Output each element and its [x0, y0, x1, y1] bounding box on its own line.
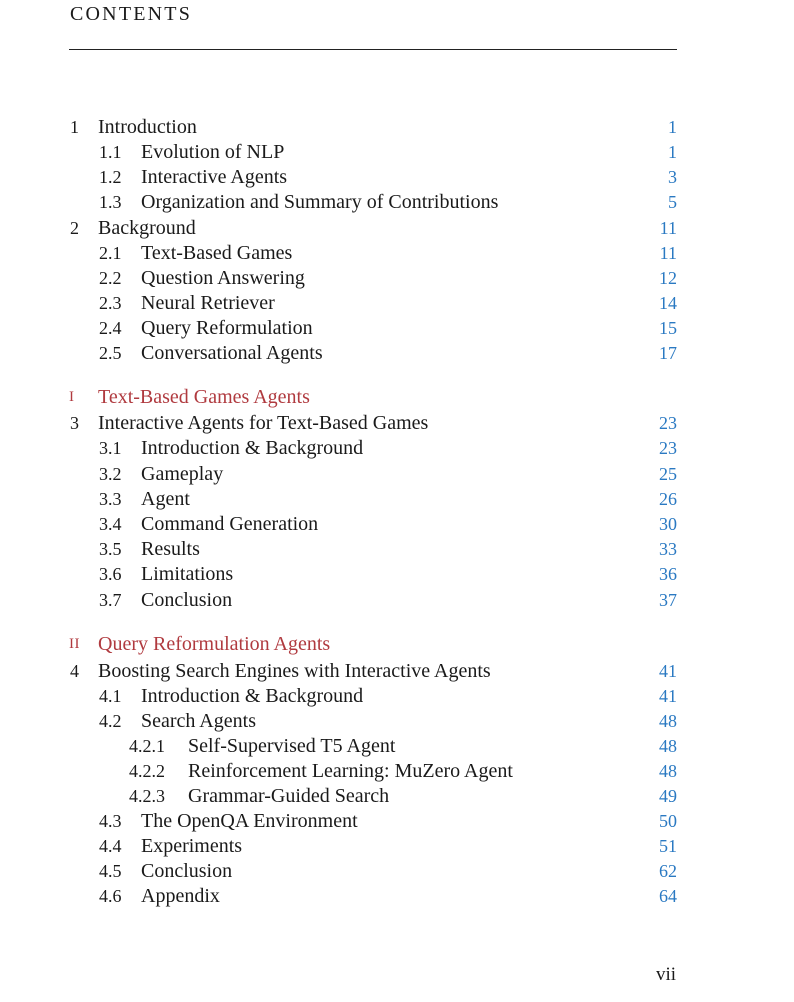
toc-entry-number: II: [69, 636, 80, 652]
toc-entry-title[interactable]: Conclusion: [141, 860, 233, 882]
toc-entry-number: 1.3: [99, 192, 122, 212]
toc-entry-page-link[interactable]: 12: [659, 268, 677, 288]
toc-entry-number: 3.2: [99, 464, 122, 484]
toc-entry-page-link[interactable]: 37: [659, 590, 677, 610]
toc-entry-title[interactable]: Experiments: [141, 835, 243, 857]
toc-entry-page-link[interactable]: 23: [659, 413, 677, 433]
toc-entry-number: 2: [70, 218, 79, 238]
toc-entry-section[interactable]: [0, 266, 794, 291]
toc-entry-section[interactable]: [0, 487, 794, 512]
toc-entry-part[interactable]: [0, 632, 794, 657]
toc-entry-section[interactable]: [0, 709, 794, 734]
toc-entry-section[interactable]: [0, 537, 794, 562]
toc-entry-title[interactable]: Interactive Agents: [141, 166, 288, 188]
toc-entry-page-link[interactable]: 11: [659, 243, 677, 263]
toc-entry-title[interactable]: Query Reformulation: [141, 317, 313, 339]
toc-entry-page-link[interactable]: 48: [659, 736, 677, 756]
toc-entry-title[interactable]: Reinforcement Learning: MuZero Agent: [188, 760, 513, 782]
toc-entry-title[interactable]: Command Generation: [141, 513, 319, 535]
page-header-title: CONTENTS: [70, 3, 193, 25]
toc-entry-title[interactable]: Background: [98, 217, 196, 239]
toc-entry-number: 4.1: [99, 686, 122, 706]
toc-entry-section[interactable]: [0, 462, 794, 487]
toc-entry-title[interactable]: Text-Based Games: [141, 242, 293, 264]
toc-entry-number: 3: [70, 413, 79, 433]
toc-entry-part[interactable]: [0, 385, 794, 410]
toc-entry-page-link[interactable]: 26: [659, 489, 677, 509]
toc-entry-subsection[interactable]: [0, 784, 794, 809]
toc-entry-page-link[interactable]: 1: [668, 142, 677, 162]
toc-entry-section[interactable]: [0, 562, 794, 587]
toc-entry-page-link[interactable]: 25: [659, 464, 677, 484]
toc-entry-number: 3.3: [99, 489, 122, 509]
toc-entry-section[interactable]: [0, 684, 794, 709]
toc-entry-page-link[interactable]: 48: [659, 711, 677, 731]
toc-entry-number: 4.2.1: [129, 736, 165, 756]
toc-entry-number: 2.3: [99, 293, 122, 313]
toc-entry-chapter[interactable]: [0, 659, 794, 684]
toc-entry-title[interactable]: Text-Based Games Agents: [98, 386, 310, 408]
toc-entry-number: 4: [70, 661, 79, 681]
toc-entry-title[interactable]: Introduction: [98, 116, 197, 138]
toc-entry-page-link[interactable]: 51: [659, 836, 677, 856]
toc-entry-title[interactable]: The OpenQA Environment: [141, 810, 358, 832]
toc-entry-title[interactable]: Neural Retriever: [141, 292, 275, 314]
toc-entry-chapter[interactable]: [0, 216, 794, 241]
toc-entry-title[interactable]: Introduction & Background: [141, 685, 364, 707]
toc-entry-page-link[interactable]: 1: [668, 117, 677, 137]
toc-entry-title[interactable]: Grammar-Guided Search: [188, 785, 390, 807]
toc-entry-number: I: [69, 389, 75, 405]
toc-entry-page-link[interactable]: 48: [659, 761, 677, 781]
toc-entry-title[interactable]: Interactive Agents for Text-Based Games: [98, 412, 429, 434]
toc-entry-number: 4.6: [99, 886, 122, 906]
toc-entry-page-link[interactable]: 11: [659, 218, 677, 238]
toc-entry-page-link[interactable]: 50: [659, 811, 677, 831]
toc-entry-title[interactable]: Evolution of NLP: [141, 141, 285, 163]
toc-entry-number: 1.1: [99, 142, 122, 162]
toc-entry-section[interactable]: [0, 834, 794, 859]
toc-entry-number: 4.5: [99, 861, 122, 881]
toc-entry-number: 3.6: [99, 564, 122, 584]
toc-entry-section[interactable]: [0, 512, 794, 537]
toc-entry-number: 1.2: [99, 167, 122, 187]
toc-entry-number: 4.2: [99, 711, 122, 731]
toc-entry-number: 3.1: [99, 438, 122, 458]
toc-entry-section[interactable]: [0, 809, 794, 834]
toc-entry-page-link[interactable]: 41: [659, 661, 677, 681]
toc-entry-page-link[interactable]: 30: [659, 514, 677, 534]
toc-entry-title[interactable]: Results: [141, 538, 200, 560]
toc-entry-subsection[interactable]: [0, 734, 794, 759]
toc-entry-section[interactable]: [0, 588, 794, 613]
toc-entry-section[interactable]: [0, 165, 794, 190]
toc-entry-title[interactable]: Appendix: [141, 885, 220, 907]
toc-entry-page-link[interactable]: 36: [659, 564, 677, 584]
toc-entry-page-link[interactable]: 49: [659, 786, 677, 806]
toc-entry-title[interactable]: Limitations: [141, 563, 234, 585]
toc-entry-page-link[interactable]: 33: [659, 539, 677, 559]
toc-entry-page-link[interactable]: 15: [659, 318, 677, 338]
toc-entry-number: 4.2.3: [129, 786, 165, 806]
toc-entry-number: 1: [70, 117, 79, 137]
toc-entry-number: 2.5: [99, 343, 122, 363]
toc-entry-number: 2.2: [99, 268, 122, 288]
toc-entry-page-link[interactable]: 3: [668, 167, 677, 187]
toc-entry-title[interactable]: Search Agents: [141, 710, 256, 732]
toc-entry-title[interactable]: Boosting Search Engines with Interactive Agents: [98, 660, 491, 682]
toc-entry-section[interactable]: [0, 436, 794, 461]
toc-entry-number: 4.3: [99, 811, 122, 831]
toc-entry-section[interactable]: [0, 241, 794, 266]
toc-entry-title[interactable]: Question Answering: [141, 267, 305, 289]
toc-entry-section[interactable]: [0, 291, 794, 316]
toc-entry-title[interactable]: Conclusion: [141, 589, 233, 611]
toc-entry-page-link[interactable]: 23: [659, 438, 677, 458]
toc-entry-number: 3.7: [99, 590, 122, 610]
toc-entry-chapter[interactable]: [0, 411, 794, 436]
toc-entry-title[interactable]: Introduction & Background: [141, 437, 364, 459]
header-divider: [69, 49, 677, 50]
toc-entry-chapter[interactable]: [0, 115, 794, 140]
toc-entry-title[interactable]: Organization and Summary of Contributions: [141, 191, 499, 213]
toc-entry-number: 4.4: [99, 836, 122, 856]
toc-entry-subsection[interactable]: [0, 759, 794, 784]
toc-entry-number: 4.2.2: [129, 761, 165, 781]
toc-entry-number: 2.1: [99, 243, 122, 263]
toc-entry-page-link[interactable]: 62: [659, 861, 677, 881]
toc-entry-title[interactable]: Query Reformulation Agents: [98, 633, 331, 655]
page-number: vii: [655, 964, 676, 985]
toc-entry-page-link[interactable]: 14: [659, 293, 677, 313]
toc-entry-page-link[interactable]: 5: [668, 192, 677, 212]
toc-entry-section[interactable]: [0, 316, 794, 341]
toc-entry-page-link[interactable]: 41: [659, 686, 677, 706]
toc-entry-title[interactable]: Gameplay: [141, 463, 224, 485]
toc-entry-section[interactable]: [0, 884, 794, 909]
toc-entry-number: 3.4: [99, 514, 122, 534]
toc-entry-page-link[interactable]: 17: [659, 343, 677, 363]
toc-entry-title[interactable]: Conversational Agents: [141, 342, 323, 364]
toc-entry-section[interactable]: [0, 859, 794, 884]
toc-entry-page-link[interactable]: 64: [659, 886, 677, 906]
toc-entry-section[interactable]: [0, 140, 794, 165]
toc-entry-section[interactable]: [0, 190, 794, 215]
toc-entry-title[interactable]: Agent: [141, 488, 190, 510]
toc-entry-section[interactable]: [0, 341, 794, 366]
toc-entry-number: 2.4: [99, 318, 122, 338]
toc-entry-title[interactable]: Self-Supervised T5 Agent: [188, 735, 396, 757]
toc-entry-number: 3.5: [99, 539, 122, 559]
